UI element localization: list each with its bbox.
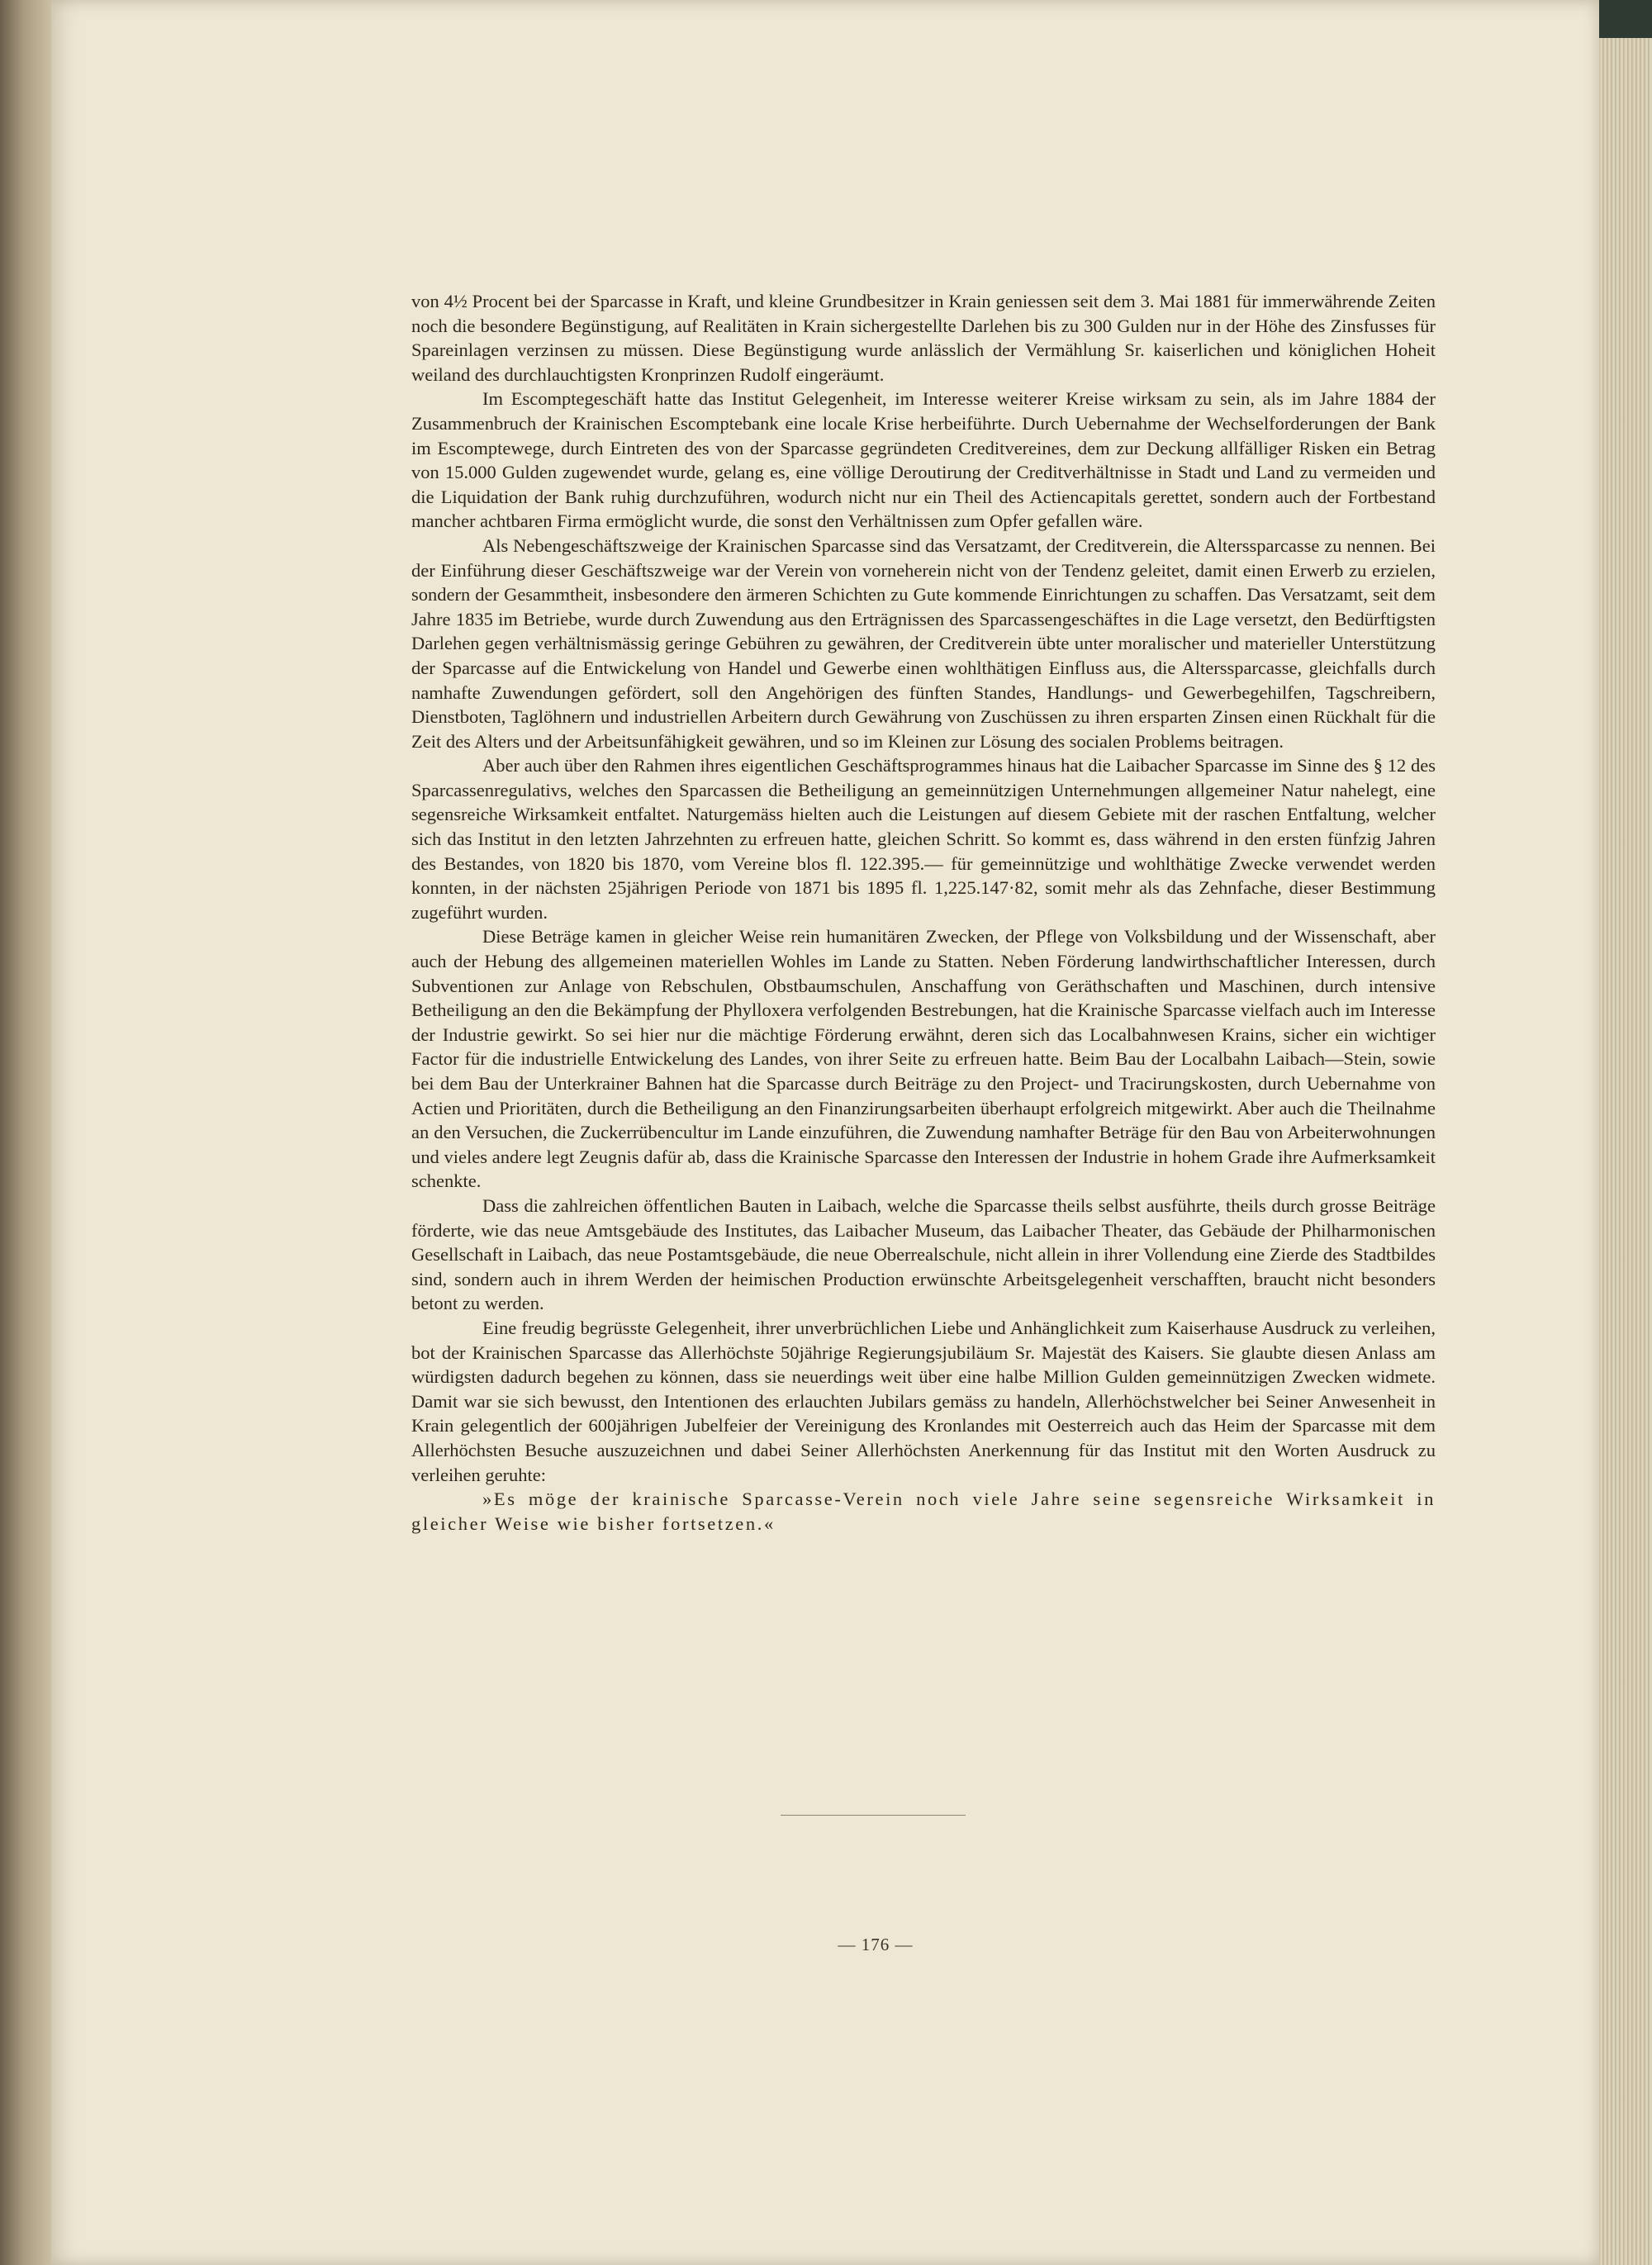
book-page — [51, 0, 1599, 2265]
paragraph-7: Eine freudig begrüsste Gelegenheit, ihrer unverbrüchlichen Liebe und Anhänglichkeit zum Kaiserhause Ausdruck zu verleihen, bot der Krainischen Sparcasse das Allerhöchste 50jährige Regierungsjubiläum Sr. Majestät des Kaisers. Sie glaubte diesen Anlass am würdigsten dadurch begehen zu können, dass sie neuerdings weit über eine halbe Million Gulden gemeinnützigen Zwecken widmete. Damit war sie sich bewusst, den Intentionen des erlauchten Jubilars gemäss zu handeln, Allerhöchstwelcher bei Seiner Anwesenheit in Krain gelegentlich der 600jährigen Jubelfeier der Vereinigung des Kronlandes mit Oesterreich auch das Heim der Sparcasse mit dem Allerhöchsten Besuche auszuzeichnen und dabei Seiner Allerhöchsten Anerkennung für das Institut mit den Worten Ausdruck zu verleihen geruhte: — [411, 1317, 1436, 1485]
paragraph-1: von 4½ Procent bei der Sparcasse in Kraft, und kleine Grundbesitzer in Krain geniessen seit dem 3. Mai 1881 für immerwährende Zeiten noch die besondere Begünstigung, auf Realitäten in Krain sichergestellte Darlehen bis zu 300 Gulden nur in der Höhe des Zinsfusses für Spareinlagen verzinsen zu müssen. Diese Begünstigung wurde anlässlich der Vermählung Sr. kaiserlichen und königlichen Hoheit weiland des durchlauchtigsten Kronprinzen Rudolf eingeräumt. — [411, 291, 1436, 385]
book-binding-edge — [0, 0, 51, 2265]
page-leaves-edge — [1599, 0, 1652, 2265]
paragraph-6: Dass die zahlreichen öffentlichen Bauten in Laibach, welche die Sparcasse theils selbst ausführte, theils durch grosse Beiträge förderte, wie das neue Amtsgebäude des Institutes, das Laibacher Museum, das Laibacher Theater, das Gebäude der Philharmonischen Gesellschaft in Laibach, das neue Postamtsgebäude, die neue Oberrealschule, nicht allein in ihrer Vollendung eine Zierde des Stadtbildes sind, sondern auch in ihrem Werden der heimischen Production erwünschte Arbeitsgelegenheit verschafften, braucht nicht besonders betont zu werden. — [411, 1194, 1436, 1314]
paragraph-5: Diese Beträge kamen in gleicher Weise rein humanitären Zwecken, der Pflege von Volksbildung und der Wissenschaft, aber auch der Hebung des allgemeinen materiellen Wohles im Lande zu Statten. Neben Förderung landwirthschaftlicher Interessen, durch Subventionen zur Anlage von Rebschulen, Obstbaumschulen, Anschaffung von Geräthschaften und Maschinen, durch intensive Betheiligung an den die Bekämpfung der Phylloxera verfolgenden Bestrebungen, hat die Krainische Sparcasse vielfach auch im Interesse der Industrie gewirkt. So sei hier nur die mächtige Förderung erwähnt, deren sich das Localbahnwesen Krains, sicher ein wichtiger Factor für die industrielle Entwickelung des Landes, von ihrer Seite zu erfreuen hatte. Beim Bau der Localbahn Laibach—Stein, sowie bei dem Bau der Unterkrainer Bahnen hat die Sparcasse durch Beiträge zu den Project- und Tracirungskosten, durch Uebernahme von Actien und Prioritäten, durch die Betheiligung an den Finanzirungsarbeiten überhaupt erfolgreich mitgewirkt. Aber auch die Theilnahme an den Versuchen, die Zuckerrübencultur im Lande einzuführen, die Zuwendung namhafter Beträge für den Bau von Arbeiterwohnungen und vieles andere legt Zeugnis dafür ab, dass die Krainische Sparcasse den Interessen der Industrie in hohem Grade ihre Aufmerksamkeit schenkte. — [411, 926, 1436, 1192]
page-number: — 176 — — [838, 1935, 914, 1954]
section-divider — [781, 1815, 966, 1816]
imperial-quote: »Es möge der krainische Sparcasse-Verein noch viele Jahre seine segensreiche Wirksamkeit in gleicher Weise wie bisher fortsetzen.« — [411, 1489, 1436, 1534]
paragraph-3: Als Nebengeschäftszweige der Krainischen Sparcasse sind das Versatzamt, der Creditverein, die Alterssparcasse zu nennen. Bei der Einführung dieser Geschäftszweige war der Verein von vorneherein nicht von der Tendenz geleitet, damit einen Erwerb zu erzielen, sondern der Gesammtheit, insbesondere den ärmeren Schichten zu Gute kommende Einrichtungen zu schaffen. Das Versatzamt, seit dem Jahre 1835 im Betriebe, wurde durch Zuwendung aus den Erträgnissen des Sparcassengeschäftes in die Lage versetzt, den Bedürftigsten Darlehen gegen verhältnismässig geringe Gebühren zu gewähren, der Creditverein übte unter moralischer und materieller Unterstützung der Sparcasse auf die Entwickelung von Handel und Gewerbe einen wohlthätigen Einfluss aus, die Alterssparcasse, gleichfalls durch namhafte Zuwendungen gefördert, soll den Angehörigen des fünften Standes, Handlungs- und Gewerbegehilfen, Tagschreibern, Dienstboten, Taglöhnern und industriellen Arbeitern durch Gewährung von Zuschüssen zu ihren ersparten Zinsen einen Rückhalt für die Zeit des Alters und der Arbeitsunfähigkeit gewähren, und so im Kleinen zur Lösung des socialen Problems beitragen. — [411, 534, 1436, 752]
paragraph-2: Im Escomptegeschäft hatte das Institut Gelegenheit, im Interesse weiterer Kreise wirksam zu sein, als im Jahre 1884 der Zusammenbruch der Krainischen Escomptebank eine locale Krise herbeiführte. Durch Uebernahme der Wechselforderungen der Bank im Escomptewege, durch Eintreten des von der Sparcasse gegründeten Creditvereines, dem zur Deckung allfälliger Risken ein Betrag von 15.000 Gulden zugewendet wurde, gelang es, eine völlige Deroutirung der Creditverhältnisse in Stadt und Land zu vermeiden und die Liquidation der Bank ruhig durchzuführen, wodurch nicht nur ein Theil des Actiencapitals gerettet, sondern auch der Fortbestand mancher achtbaren Firma ermöglicht wurde, die sonst den Verhältnissen zum Opfer gefallen wäre. — [411, 388, 1436, 532]
body-text — [411, 289, 1436, 1536]
paragraph-4: Aber auch über den Rahmen ihres eigentlichen Geschäftsprogrammes hinaus hat die Laibacher Sparcasse im Sinne des § 12 des Sparcassenregulativs, welches den Sparcassen die Betheiligung an gemeinnützigen Unternehmungen allgemeiner Natur nahelegt, eine segensreiche Wirksamkeit entfaltet. Naturgemäss hielten auch die Leistungen auf diesem Gebiete mit der raschen Entfaltung, welcher sich das Institut in den letzten Jahrzehnten zu erfreuen hatte, gleichen Schritt. So kommt es, dass während in den ersten fünfzig Jahren des Bestandes, von 1820 bis 1870, vom Vereine blos fl. 122.395.— für gemeinnützige und wohlthätige Zwecke verwendet werden konnten, in der nächsten 25jährigen Periode von 1871 bis 1895 fl. 1,225.147·82, somit mehr als das Zehnfache, dieser Bestimmung zugeführt wurden. — [411, 755, 1436, 923]
